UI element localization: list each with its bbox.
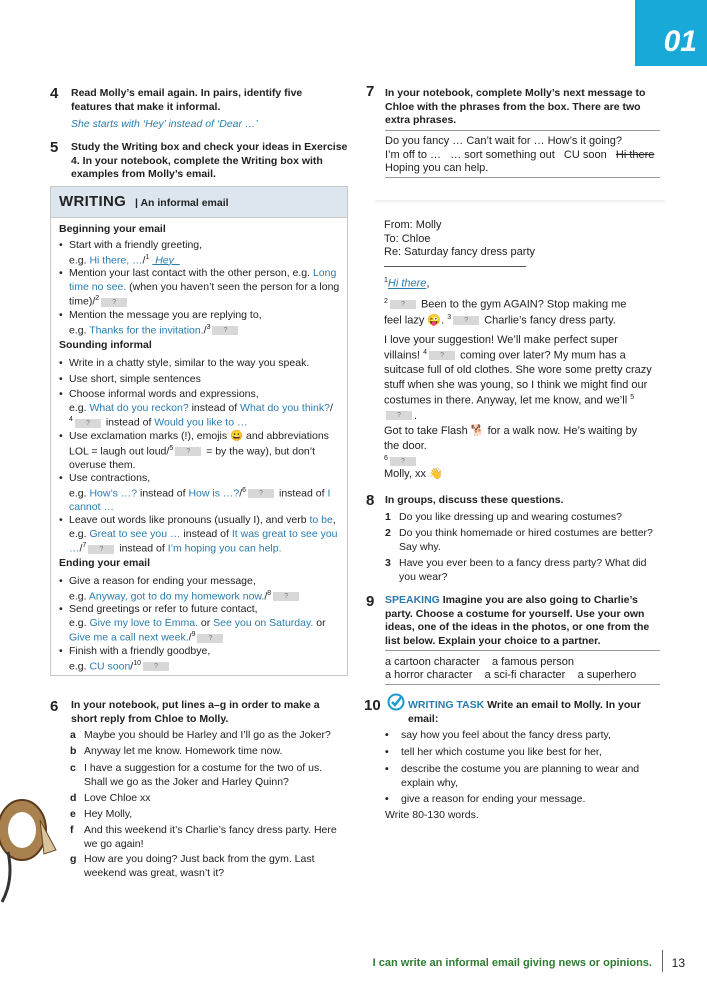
tip: • Mention your last contact with the other person, e.g. Long time no see. (when you haven’t seen the person for a long time)/$^2$ ?	[59, 267, 340, 308]
speaking-label: SPEAKING	[385, 594, 440, 606]
question-text: Do you like dressing up and wearing costumes?	[399, 511, 622, 523]
ex5-instruction: Study the Writing box and check your ideas in Exercise 4. In your notebook, complete the Writing box with examples from Molly’s email.	[71, 141, 348, 181]
costume-list-line1: a cartoon character a famous person	[385, 656, 574, 668]
unit-number: 01	[663, 25, 697, 58]
email-text: feel lazy	[384, 314, 425, 327]
ex6-line: Love Chloe xx	[84, 792, 151, 804]
ex6-letter: e	[70, 808, 76, 820]
divider	[384, 266, 526, 267]
email-signature: Molly, xx	[384, 468, 426, 480]
ex8-number: 8	[366, 492, 375, 509]
task-bullet: • tell her which costume you like best for her,	[385, 746, 665, 760]
email-to: To: Chloe	[384, 233, 431, 245]
question-number: 2	[385, 527, 391, 539]
tip: • Use short, simple sentences	[59, 373, 201, 385]
tip: • Start with a friendly greeting, e.g. Hi there, …/$^1$ Hey	[59, 239, 203, 267]
ex6-line: I have a suggestion for a costume for the two of us. Shall we go as the Joker and Harley Quinn?	[84, 762, 323, 788]
tip: • Mention the message you are replying to, e.g. Thanks for the invitation./$^3$ ?	[59, 309, 262, 337]
ex4-example: She starts with ‘Hey’ instead of ‘Dear …’	[71, 118, 258, 130]
ex6-line: Anyway let me know. Homework time now.	[84, 745, 283, 757]
ex6-line: And this weekend it’s Charlie’s fancy dress party. Here we go again!	[84, 824, 337, 850]
ex7-instruction: In your notebook, complete Molly’s next message to Chloe with the phrases from the box. There are two extra phrases.	[385, 87, 646, 127]
task-text: say how you feel about the fancy dress party,	[401, 729, 611, 741]
tip: • Write in a chatty style, similar to the way you speak.	[59, 357, 310, 369]
writing-title: WRITING	[59, 193, 127, 210]
ex4-instruction: Read Molly’s email again. In pairs, identify five features that make it informal.	[71, 87, 303, 113]
greeting-answer: Hi there	[387, 277, 427, 290]
ex8-instruction: In groups, discuss these questions.	[385, 494, 564, 506]
email-para3: Got to take Flash 🐕 for a walk now. He’s waiting by the door. $^6$ ?	[384, 425, 638, 465]
phrase-box-line3: Hoping you can help.	[385, 162, 489, 174]
email-greeting: $^1$Hi there,	[384, 277, 430, 290]
ex6-letter: g	[70, 853, 77, 865]
email-text: I love your suggestion! We’ll make perfect super villains!	[384, 334, 618, 362]
ex10-instruction	[408, 699, 663, 726]
writing-subtitle: | An informal email	[135, 197, 229, 209]
divider	[385, 177, 660, 178]
email-text: Charlie’s fancy dress party.	[484, 314, 616, 327]
email-para2: I love your suggestion! We’ll make perfect super villains! $^4$ ? coming over later? My mum has a suitcase full of old clothes. She wore some pretty crazy stuff when she was young, so I think we might find our costumes in there. Anyway, let me know, and we’ll $^5$? .	[384, 334, 652, 422]
writing-box	[50, 186, 348, 676]
question	[385, 557, 665, 584]
task-text: give a reason for ending your message.	[401, 793, 586, 805]
writing-task-label: WRITING TASK	[408, 699, 485, 711]
question-text: Do you think homemade or hired costumes are better? Say why.	[399, 527, 653, 553]
ex6-letter: b	[70, 745, 77, 757]
ex6-instruction: In your notebook, put lines a–g in order to make a short reply from Chloe to Molly.	[71, 699, 320, 725]
ex6-line: Hey Molly,	[84, 808, 133, 820]
email-from: From: Molly	[384, 219, 442, 231]
footer-divider	[662, 950, 663, 972]
email-shadow	[375, 200, 665, 204]
ex10-text: Write an email to Molly. In your email:	[408, 699, 641, 725]
phrase-list: I’m off to … … sort something out CU soon	[385, 149, 616, 161]
divider	[385, 684, 660, 685]
task-text: tell her which costume you like best for her,	[401, 746, 602, 758]
tip: • Finish with a friendly goodbye, e.g. CU soon/$^{10}$ ?	[59, 645, 211, 673]
ex6-letter: f	[70, 824, 74, 836]
phrase-box-line1: Do you fancy … Can’t wait for … How’s it going?	[385, 135, 623, 147]
ex9-text: Imagine you are also going to Charlie’s party. Choose a costume for yourself. Use your own ideas, one of the ideas in the photos, or one from the list below. Explain your choice to a partner.	[385, 594, 650, 647]
ex9-number: 9	[366, 593, 375, 610]
word-count: Write 80-130 words.	[385, 809, 479, 821]
ex6-letter: a	[70, 729, 76, 741]
tip: • Leave out words like pronouns (usually I), and verb to be, e.g. Great to see you … instead of It was great to see you …/$^7$ ? instead of I’m hoping you can help.	[59, 514, 338, 555]
question-text: Have you ever been to a fancy dress party? What did you wear?	[399, 557, 647, 583]
section-informal: Sounding informal	[59, 339, 152, 351]
email-para1: $^2$ ? Been to the gym AGAIN? Stop making me feel lazy 😜. $^3$ ? Charlie’s fancy dress party.	[384, 298, 627, 327]
ex6-letter: d	[70, 792, 77, 804]
tip: • Give a reason for ending your message, e.g. Anyway, got to do my homework now./$^8$ ?	[59, 575, 343, 604]
email-signoff	[384, 467, 654, 482]
ex7-number: 7	[366, 83, 375, 100]
question-number: 1	[385, 511, 391, 523]
ex4-number: 4	[50, 85, 59, 102]
task-bullet: • describe the costume you are planning to wear and explain why,	[385, 763, 665, 790]
section-beginning: Beginning your email	[59, 223, 166, 235]
unit-tab	[635, 0, 707, 66]
divider	[385, 650, 660, 651]
writing-box-header	[51, 187, 347, 218]
task-text: describe the costume you are planning to wear and explain why,	[401, 763, 640, 789]
tip: • Send greetings or refer to future contact, e.g. Give my love to Emma. or See you on Saturday. or Give me a call next week./$^9$ ?	[59, 603, 326, 644]
task-bullet: • give a reason for ending your message.	[385, 793, 665, 807]
tip: • Use exclamation marks (!), emojis 😀 and abbreviations LOL = laugh out loud/$^5$ ? = by the way), but don’t overuse them.	[59, 430, 329, 471]
email-text: Got to take Flash	[384, 425, 468, 437]
checkmark-icon	[387, 693, 405, 716]
question	[385, 511, 665, 525]
dog-icon: 🐕	[470, 425, 485, 437]
email-text: for a walk now. He’s waiting by the door.	[384, 425, 638, 452]
ex9-instruction	[385, 594, 660, 649]
email-text: Been to the gym AGAIN? Stop making me	[420, 298, 627, 311]
ex6-line: How are you doing? Just back from the gym. Last weekend was great, wasn’t it?	[84, 853, 315, 879]
ex5-number: 5	[50, 139, 59, 156]
email-text: coming over later? My mum has a suitcase full of old clothes. She wore some pretty crazy stuff when she was young, so I think we might find our costumes in there. Anyway, let me know, and we’ll	[384, 349, 652, 407]
ex6-number: 6	[50, 698, 59, 715]
ex6-letter: c	[70, 762, 76, 774]
section-ending: Ending your email	[59, 557, 151, 569]
page-number: 13	[671, 956, 685, 970]
hand-wave-icon: 👋	[429, 468, 443, 480]
tip: • Choose informal words and expressions, e.g. What do you reckon? instead of What do you think?/ $^4$ ? instead of Would you like to …	[59, 388, 333, 429]
tip: • Use contractions, e.g. How’s …? instead of How is …?/$^6$ ? instead of I cannot …	[59, 472, 331, 513]
costume-illustration-icon	[0, 790, 62, 905]
task-bullet: • say how you feel about the fancy dress party,	[385, 729, 665, 743]
costume-list-line2: a horror character a sci-fi character a superhero	[385, 669, 637, 681]
email-subject: Re: Saturday fancy dress party	[384, 246, 536, 258]
phrase-example: Hi there	[615, 149, 655, 161]
ex6-line: Maybe you should be Harley and I’ll go as the Joker?	[84, 729, 331, 741]
divider	[385, 130, 660, 131]
footer-can-do: I can write an informal email giving news or opinions.	[372, 957, 652, 969]
question	[385, 527, 665, 554]
question-number: 3	[385, 557, 391, 569]
ex10-number: 10	[364, 697, 381, 714]
